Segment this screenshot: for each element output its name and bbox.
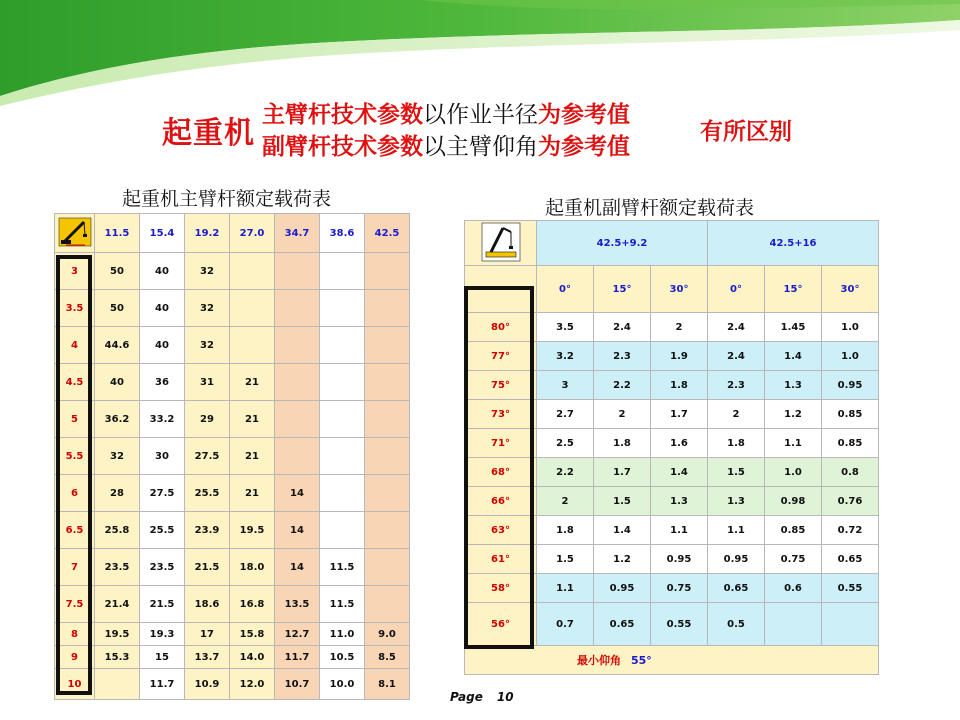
boom-length-header: 19.2 <box>185 214 230 253</box>
load-value-cell: 14 <box>275 549 320 586</box>
table-row <box>55 646 410 669</box>
table-row <box>55 512 410 549</box>
load-value-cell <box>320 512 365 549</box>
jib-load-table <box>464 220 879 675</box>
load-value-cell: 21 <box>230 364 275 401</box>
load-value-cell: 32 <box>185 290 230 327</box>
boom-length-header: 27.0 <box>230 214 275 253</box>
load-value-cell: 21 <box>230 401 275 438</box>
jib-offset-angle-header: 15° <box>594 266 651 313</box>
jib-load-value-cell: 2.4 <box>708 313 765 342</box>
load-value-cell: 15.3 <box>95 646 140 669</box>
jib-offset-angle-header: 30° <box>651 266 708 313</box>
working-radius-cell: 7.5 <box>55 586 95 623</box>
main-boom-angle-cell: 75° <box>465 371 537 400</box>
boom-length-header: 38.6 <box>320 214 365 253</box>
jib-crane-icon <box>465 221 537 266</box>
jib-load-value-cell: 0.8 <box>822 458 879 487</box>
load-value-cell: 36 <box>140 364 185 401</box>
main-boom-angle-cell: 63° <box>465 516 537 545</box>
jib-load-value-cell: 1.8 <box>537 516 594 545</box>
jib-load-value-cell <box>765 603 822 646</box>
jib-load-value-cell: 0.6 <box>765 574 822 603</box>
jib-corner-cell <box>465 266 537 313</box>
load-value-cell: 21.5 <box>185 549 230 586</box>
load-value-cell: 21.5 <box>140 586 185 623</box>
table-row <box>55 253 410 290</box>
main-boom-angle-cell: 68° <box>465 458 537 487</box>
load-value-cell: 50 <box>95 290 140 327</box>
jib-load-value-cell: 0.75 <box>765 545 822 574</box>
load-value-cell: 13.5 <box>275 586 320 623</box>
table-row <box>55 290 410 327</box>
jib-load-value-cell: 0.85 <box>765 516 822 545</box>
min-angle-label: 最小仰角 <box>577 654 621 667</box>
table-row <box>465 603 879 646</box>
headline-line2-c: 为参考值 <box>538 134 630 160</box>
jib-load-value-cell: 0.55 <box>822 574 879 603</box>
load-value-cell <box>320 327 365 364</box>
table-row <box>55 623 410 646</box>
working-radius-cell: 3.5 <box>55 290 95 327</box>
main-boom-angle-cell: 80° <box>465 313 537 342</box>
jib-load-value-cell: 0.95 <box>708 545 765 574</box>
load-value-cell: 50 <box>95 253 140 290</box>
page-number-value: 10 <box>496 690 514 704</box>
jib-load-value-cell: 0.95 <box>594 574 651 603</box>
table-row <box>465 458 879 487</box>
jib-load-value-cell: 3.5 <box>537 313 594 342</box>
jib-load-value-cell: 0.95 <box>651 545 708 574</box>
jib-load-value-cell: 0.85 <box>822 400 879 429</box>
load-value-cell <box>365 327 410 364</box>
load-value-cell: 11.0 <box>320 623 365 646</box>
load-value-cell: 9.0 <box>365 623 410 646</box>
load-value-cell: 40 <box>140 327 185 364</box>
main-boom-angle-cell: 56° <box>465 603 537 646</box>
headline-line-main-boom <box>262 96 630 129</box>
boom-length-header: 11.5 <box>95 214 140 253</box>
load-value-cell: 15 <box>140 646 185 669</box>
jib-load-value-cell: 2.2 <box>537 458 594 487</box>
load-value-cell <box>230 253 275 290</box>
jib-offset-angle-header: 0° <box>708 266 765 313</box>
header-banner-decoration <box>0 0 960 110</box>
load-value-cell: 19.5 <box>230 512 275 549</box>
boom-length-header: 34.7 <box>275 214 320 253</box>
jib-load-value-cell: 2 <box>708 400 765 429</box>
jib-load-value-cell: 0.65 <box>822 545 879 574</box>
jib-load-value-cell: 1.1 <box>651 516 708 545</box>
jib-load-value-cell: 3 <box>537 371 594 400</box>
working-radius-cell: 6 <box>55 475 95 512</box>
load-value-cell: 18.6 <box>185 586 230 623</box>
load-value-cell <box>275 438 320 475</box>
table-row <box>55 327 410 364</box>
load-value-cell <box>95 669 140 700</box>
load-value-cell <box>365 512 410 549</box>
headline-line1-c: 为参考值 <box>538 102 630 128</box>
jib-load-value-cell: 1.45 <box>765 313 822 342</box>
main-boom-angle-cell: 61° <box>465 545 537 574</box>
load-value-cell: 12.0 <box>230 669 275 700</box>
jib-load-value-cell: 1.2 <box>594 545 651 574</box>
headline-main: 起重机 <box>162 116 255 151</box>
jib-load-value-cell: 2 <box>594 400 651 429</box>
jib-load-value-cell: 1.5 <box>537 545 594 574</box>
jib-offset-angle-header: 15° <box>765 266 822 313</box>
jib-load-value-cell: 1.0 <box>765 458 822 487</box>
jib-load-value-cell: 0.72 <box>822 516 879 545</box>
load-value-cell <box>365 290 410 327</box>
working-radius-cell: 4 <box>55 327 95 364</box>
load-value-cell: 17 <box>185 623 230 646</box>
jib-load-value-cell: 0.55 <box>651 603 708 646</box>
jib-load-value-cell: 1.5 <box>594 487 651 516</box>
load-value-cell: 11.5 <box>320 586 365 623</box>
load-value-cell <box>365 549 410 586</box>
load-value-cell: 15.8 <box>230 623 275 646</box>
load-value-cell: 32 <box>95 438 140 475</box>
working-radius-cell: 9 <box>55 646 95 669</box>
jib-load-value-cell: 2.3 <box>594 342 651 371</box>
load-value-cell: 28 <box>95 475 140 512</box>
jib-load-value-cell: 0.65 <box>594 603 651 646</box>
main-boom-angle-cell: 77° <box>465 342 537 371</box>
main-boom-angle-cell: 71° <box>465 429 537 458</box>
load-value-cell: 36.2 <box>95 401 140 438</box>
load-value-cell: 25.5 <box>185 475 230 512</box>
table-row <box>465 400 879 429</box>
page-number <box>450 690 514 704</box>
headline-line-jib <box>262 128 630 161</box>
load-value-cell: 32 <box>185 253 230 290</box>
table-row <box>55 669 410 700</box>
table-row <box>55 438 410 475</box>
jib-load-value-cell: 2.7 <box>537 400 594 429</box>
jib-load-value-cell: 1.0 <box>822 342 879 371</box>
load-value-cell <box>320 290 365 327</box>
jib-load-value-cell: 1.3 <box>651 487 708 516</box>
load-value-cell <box>275 290 320 327</box>
load-value-cell: 21 <box>230 438 275 475</box>
jib-load-value-cell: 0.98 <box>765 487 822 516</box>
load-value-cell: 18.0 <box>230 549 275 586</box>
load-value-cell <box>230 290 275 327</box>
load-value-cell: 10.5 <box>320 646 365 669</box>
headline-line2-a: 副臂杆技术参数 <box>262 134 423 160</box>
load-value-cell: 10.0 <box>320 669 365 700</box>
load-value-cell: 29 <box>185 401 230 438</box>
load-value-cell: 27.5 <box>140 475 185 512</box>
working-radius-cell: 5.5 <box>55 438 95 475</box>
headline-tail: 有所区别 <box>700 119 792 145</box>
jib-load-value-cell: 0.85 <box>822 429 879 458</box>
jib-load-value-cell: 0.7 <box>537 603 594 646</box>
jib-load-value-cell: 1.6 <box>651 429 708 458</box>
jib-load-value-cell: 1.1 <box>708 516 765 545</box>
load-value-cell: 14 <box>275 475 320 512</box>
main-boom-angle-cell: 58° <box>465 574 537 603</box>
load-value-cell <box>365 364 410 401</box>
jib-load-value-cell: 0.76 <box>822 487 879 516</box>
table-row <box>465 313 879 342</box>
jib-load-value-cell: 1.7 <box>594 458 651 487</box>
jib-load-value-cell: 1.9 <box>651 342 708 371</box>
load-value-cell: 10.9 <box>185 669 230 700</box>
jib-load-value-cell: 1.1 <box>537 574 594 603</box>
load-value-cell: 11.5 <box>320 549 365 586</box>
load-value-cell: 25.8 <box>95 512 140 549</box>
load-value-cell: 23.9 <box>185 512 230 549</box>
jib-load-value-cell: 1.4 <box>594 516 651 545</box>
load-value-cell <box>275 253 320 290</box>
load-value-cell: 11.7 <box>275 646 320 669</box>
jib-group-header-1: 42.5+9.2 <box>537 221 708 266</box>
load-value-cell: 40 <box>140 253 185 290</box>
main-boom-angle-cell: 73° <box>465 400 537 429</box>
working-radius-cell: 3 <box>55 253 95 290</box>
load-value-cell <box>320 401 365 438</box>
load-value-cell: 16.8 <box>230 586 275 623</box>
load-value-cell: 40 <box>95 364 140 401</box>
working-radius-cell: 7 <box>55 549 95 586</box>
load-value-cell: 25.5 <box>140 512 185 549</box>
load-value-cell: 31 <box>185 364 230 401</box>
load-value-cell: 21 <box>230 475 275 512</box>
load-value-cell: 23.5 <box>95 549 140 586</box>
table-row <box>55 364 410 401</box>
jib-offset-angle-header: 30° <box>822 266 879 313</box>
jib-load-value-cell: 2.2 <box>594 371 651 400</box>
table-row <box>55 401 410 438</box>
min-angle-row <box>465 646 879 675</box>
load-value-cell <box>320 438 365 475</box>
load-value-cell <box>365 475 410 512</box>
working-radius-cell: 8 <box>55 623 95 646</box>
jib-load-value-cell: 1.8 <box>651 371 708 400</box>
jib-load-value-cell: 0.75 <box>651 574 708 603</box>
jib-load-value-cell: 2 <box>651 313 708 342</box>
load-value-cell: 30 <box>140 438 185 475</box>
working-radius-cell: 4.5 <box>55 364 95 401</box>
load-value-cell <box>275 401 320 438</box>
jib-table-title: 起重机副臂杆额定载荷表 <box>545 197 755 219</box>
load-value-cell: 40 <box>140 290 185 327</box>
table-row <box>465 371 879 400</box>
jib-load-value-cell: 1.2 <box>765 400 822 429</box>
load-value-cell <box>365 253 410 290</box>
jib-load-value-cell: 2.4 <box>708 342 765 371</box>
load-value-cell: 13.7 <box>185 646 230 669</box>
load-value-cell <box>320 364 365 401</box>
jib-load-value-cell: 2.4 <box>594 313 651 342</box>
load-value-cell: 44.6 <box>95 327 140 364</box>
working-radius-cell: 6.5 <box>55 512 95 549</box>
load-value-cell: 19.3 <box>140 623 185 646</box>
working-radius-cell: 5 <box>55 401 95 438</box>
jib-group-header-2: 42.5+16 <box>708 221 879 266</box>
headline-line2-b: 以主臂仰角 <box>423 134 538 160</box>
load-value-cell <box>275 364 320 401</box>
crane-boom-icon <box>55 214 95 253</box>
load-value-cell: 14 <box>275 512 320 549</box>
load-value-cell: 19.5 <box>95 623 140 646</box>
load-value-cell <box>365 586 410 623</box>
load-value-cell: 12.7 <box>275 623 320 646</box>
load-value-cell <box>275 327 320 364</box>
jib-load-value-cell: 2 <box>537 487 594 516</box>
headline-line1-a: 主臂杆技术参数 <box>262 102 423 128</box>
jib-offset-angle-header: 0° <box>537 266 594 313</box>
jib-load-value-cell: 1.8 <box>708 429 765 458</box>
load-value-cell <box>320 475 365 512</box>
table-row <box>55 586 410 623</box>
page-label-text: Page <box>450 690 483 704</box>
jib-load-value-cell: 1.4 <box>765 342 822 371</box>
jib-load-value-cell: 1.1 <box>765 429 822 458</box>
table-row <box>465 429 879 458</box>
load-value-cell: 33.2 <box>140 401 185 438</box>
main-boom-load-table <box>54 213 410 700</box>
jib-load-value-cell: 1.7 <box>651 400 708 429</box>
table-row <box>465 574 879 603</box>
load-value-cell: 14.0 <box>230 646 275 669</box>
jib-load-value-cell: 3.2 <box>537 342 594 371</box>
load-value-cell: 8.5 <box>365 646 410 669</box>
load-value-cell <box>320 253 365 290</box>
load-value-cell <box>230 327 275 364</box>
jib-load-value-cell: 1.0 <box>822 313 879 342</box>
load-value-cell: 8.1 <box>365 669 410 700</box>
working-radius-cell: 10 <box>55 669 95 700</box>
load-value-cell: 23.5 <box>140 549 185 586</box>
table-row <box>465 342 879 371</box>
load-value-cell: 11.7 <box>140 669 185 700</box>
jib-load-value-cell: 2.3 <box>708 371 765 400</box>
boom-length-header: 15.4 <box>140 214 185 253</box>
load-value-cell: 32 <box>185 327 230 364</box>
table-row <box>465 545 879 574</box>
jib-load-value-cell: 0.65 <box>708 574 765 603</box>
jib-load-value-cell: 0.95 <box>822 371 879 400</box>
load-value-cell: 27.5 <box>185 438 230 475</box>
load-value-cell: 21.4 <box>95 586 140 623</box>
load-value-cell: 10.7 <box>275 669 320 700</box>
main-boom-angle-cell: 66° <box>465 487 537 516</box>
jib-load-value-cell: 1.3 <box>765 371 822 400</box>
jib-load-value-cell: 1.5 <box>708 458 765 487</box>
jib-load-value-cell: 2.5 <box>537 429 594 458</box>
jib-load-value-cell: 1.8 <box>594 429 651 458</box>
jib-load-value-cell <box>822 603 879 646</box>
load-value-cell <box>365 401 410 438</box>
jib-load-value-cell: 1.4 <box>651 458 708 487</box>
main-table-title: 起重机主臂杆额定载荷表 <box>122 188 332 210</box>
table-row <box>465 487 879 516</box>
jib-load-value-cell: 0.5 <box>708 603 765 646</box>
min-angle-value: 55° <box>631 654 652 667</box>
table-row <box>55 549 410 586</box>
table-row <box>465 516 879 545</box>
headline-line1-b: 以作业半径 <box>423 102 538 128</box>
table-row <box>55 475 410 512</box>
load-value-cell <box>365 438 410 475</box>
boom-length-header: 42.5 <box>365 214 410 253</box>
jib-load-value-cell: 1.3 <box>708 487 765 516</box>
min-angle-cell <box>465 646 879 675</box>
